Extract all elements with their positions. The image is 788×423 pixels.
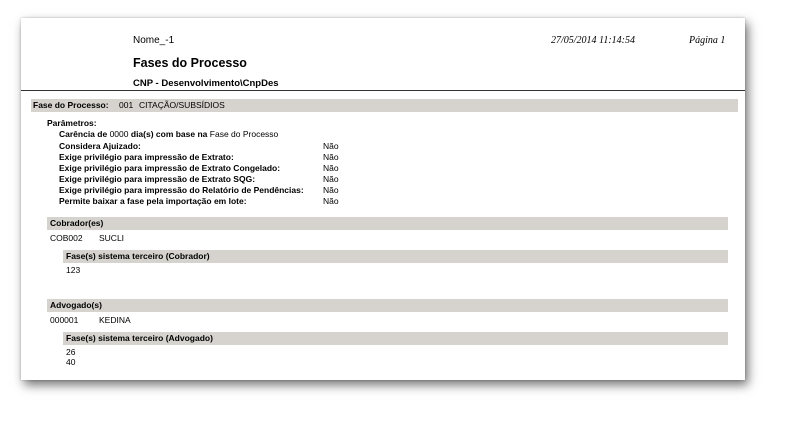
advogado-terceiro-title: Fase(s) sistema terceiro (Advogado) (66, 333, 213, 343)
parametros-title: Parâmetros: (47, 118, 97, 128)
cobrador-title: Cobrador(es) (50, 218, 104, 228)
report-date: 27/05/2014 11:14:54 (551, 35, 635, 46)
page-number: Página 1 (689, 35, 726, 46)
cobrador-terceiro-value: 123 (66, 265, 81, 275)
param-label: Permite baixar a fase pela importação em lote: (59, 196, 247, 206)
cobrador-band (47, 217, 728, 230)
fase-code: 001 (119, 100, 134, 110)
param-value: Não (323, 196, 339, 206)
fase-desc: CITAÇÃO/SUBSÍDIOS (139, 100, 225, 110)
advogado-name: KEDINA (99, 315, 131, 325)
fase-label: Fase do Processo: (33, 100, 109, 110)
param-label: Exige privilégio para impressão de Extrato: (59, 152, 234, 162)
advogado-title: Advogado(s) (50, 300, 102, 310)
cobrador-name: SUCLI (99, 233, 125, 243)
report-page (21, 18, 745, 380)
cobrador-terceiro-title: Fase(s) sistema terceiro (Cobrador) (66, 251, 210, 261)
report-name: Nome_-1 (133, 35, 175, 46)
param-value: Não (323, 163, 339, 173)
param-label: Considera Ajuizado: (59, 141, 141, 151)
carencia-ref: Fase do Processo (209, 129, 279, 139)
param-label: Exige privilégio para impressão do Relatório de Pendências: (59, 185, 304, 195)
param-value: Não (323, 174, 339, 184)
advogado-terceiro-value: 40 (66, 357, 76, 367)
report-title: Fases do Processo (133, 56, 247, 70)
advogado-code: 000001 (50, 315, 79, 325)
header-divider (21, 90, 745, 91)
carencia-mid: dia(s) com base na (130, 129, 208, 139)
cobrador-terceiro-band (63, 250, 728, 263)
param-value: Não (323, 152, 339, 162)
fase-band (31, 99, 738, 112)
param-label: Exige privilégio para impressão de Extrato SQG: (59, 174, 256, 184)
param-value: Não (323, 185, 339, 195)
cobrador-code: COB002 (50, 233, 83, 243)
carencia-prefix: Carência de (59, 129, 108, 139)
param-value: Não (323, 141, 339, 151)
advogado-terceiro-value: 26 (66, 347, 76, 357)
advogado-terceiro-band (63, 332, 728, 345)
report-subtitle: CNP - Desenvolvimento\CnpDes (133, 78, 279, 89)
carencia-row (59, 129, 278, 140)
param-label: Exige privilégio para impressão de Extrato Congelado: (59, 163, 281, 173)
advogado-band (47, 299, 728, 312)
carencia-value: 0000 (109, 129, 129, 139)
